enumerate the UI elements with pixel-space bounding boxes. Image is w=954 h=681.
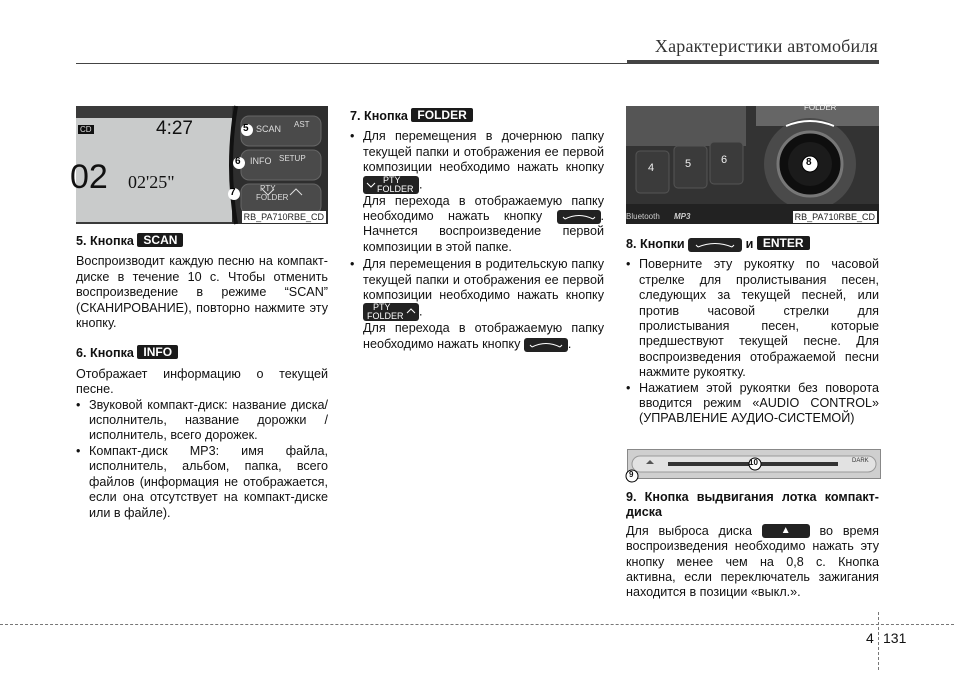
list-item: • Звуковой компакт-диск: название диска/исполнитель, название дорожки /исполнитель, всего дорожек. bbox=[76, 398, 328, 444]
section-9-text-a: Для выброса диска bbox=[626, 523, 752, 538]
folder-key-label: FOLDER bbox=[256, 193, 289, 202]
section-6-title: 6. Кнопка bbox=[76, 346, 134, 361]
dark-label: DARK bbox=[852, 458, 869, 464]
chapter-number: 4 bbox=[866, 630, 874, 646]
bluetooth-label: Bluetooth bbox=[626, 212, 660, 221]
figure-caption: RB_PA710RBE_CD bbox=[794, 212, 875, 222]
callout-9: 9 bbox=[629, 470, 634, 479]
pty-folder-up-button-image bbox=[363, 303, 419, 321]
section-5-heading bbox=[76, 233, 328, 249]
list-item bbox=[350, 129, 604, 193]
section-5-title: 5. Кнопка bbox=[76, 234, 134, 248]
footer-vertical-rule bbox=[878, 612, 879, 670]
figure-knob bbox=[626, 103, 879, 224]
figure-caption: RB_PA710RBE_CD bbox=[243, 212, 324, 222]
enter-button-image bbox=[524, 338, 568, 352]
period: . bbox=[419, 176, 423, 191]
setup-key-label: SETUP bbox=[279, 154, 306, 163]
bullet-text: . Начнется воспроизведение первой композиции в этой папке. bbox=[363, 209, 604, 254]
clock-readout: 4:27 bbox=[156, 118, 193, 139]
section-8-list bbox=[626, 257, 879, 426]
section-8-title: 8. Кнопки bbox=[626, 237, 685, 251]
section-6-text: Отображает информацию о текущей песне. bbox=[76, 366, 328, 397]
figure-cd-display bbox=[70, 106, 328, 224]
section-7-title: 7. Кнопка bbox=[350, 109, 408, 123]
page-header-title: Характеристики автомобиля bbox=[654, 36, 878, 56]
bullet-text: Для перемещения в родительскую папку текущей папки и отображения ее первой композиции необходимо нажать кнопку bbox=[363, 257, 604, 303]
page-number: 131 bbox=[883, 630, 907, 646]
period: . bbox=[419, 304, 423, 319]
callout-7: 7 bbox=[230, 187, 236, 198]
column-3 bbox=[626, 236, 879, 427]
section-9-text-b: во время воспроизведения необходимо нажать эту кнопку менее чем на 0,8 с. Кнопка активна, если переключатель зажигания находится в позиции «выкл.». bbox=[626, 523, 879, 600]
info-key-label: INFO bbox=[250, 156, 272, 166]
bullet-text: Для перехода в отображаемую папку необходимо нажать кнопку bbox=[363, 321, 604, 351]
arc-icon bbox=[557, 210, 601, 224]
folder-text: FOLDER bbox=[367, 311, 404, 322]
bullet-text: Для перемещения в дочернюю папку текущей папки и отображения ее первой композиции необходимо нажать кнопку bbox=[363, 129, 604, 175]
arc-icon bbox=[688, 238, 742, 252]
callout-6: 6 bbox=[235, 156, 241, 167]
enter-badge: ENTER bbox=[757, 236, 810, 250]
section-8-heading bbox=[626, 236, 879, 252]
conjunction: и bbox=[745, 237, 754, 251]
list-item: • Компакт-диск MP3: имя файла, исполнитель, альбом, папка, всего файлов (информация не отображается, если она отсутствует на компакт-диске или в файле). bbox=[76, 444, 328, 521]
arc-icon bbox=[524, 338, 568, 352]
section-6-list bbox=[76, 398, 328, 521]
track-number: 02 bbox=[70, 158, 108, 196]
pty-text: PTY bbox=[373, 302, 391, 313]
section-9-text bbox=[626, 524, 879, 601]
section-7-heading bbox=[350, 108, 604, 124]
callout-10: 10 bbox=[749, 458, 758, 467]
cd-indicator: CD bbox=[80, 125, 92, 134]
pty-folder-down-button-image bbox=[363, 176, 419, 194]
folder-text: FOLDER bbox=[377, 183, 414, 194]
section-5-text: Воспроизводит каждую песню на компакт-диске в течение 10 с. Чтобы отменить воспроизведение в режиме “SCAN” (СКАНИРОВАНИЕ), повторно нажмите эту кнопку. bbox=[76, 254, 328, 331]
column-2 bbox=[350, 108, 604, 352]
callout-5: 5 bbox=[243, 123, 249, 134]
section-7-list bbox=[350, 129, 604, 193]
preset-key-4: 4 bbox=[648, 162, 655, 174]
section-6-heading bbox=[76, 345, 328, 361]
scan-key-label: SCAN bbox=[256, 124, 282, 134]
info-badge: INFO bbox=[137, 345, 178, 359]
callout-8: 8 bbox=[806, 157, 812, 168]
preset-key-6: 6 bbox=[721, 154, 728, 166]
bullet-text: Для перехода в отображаемую папку необходимо нажать кнопку bbox=[363, 193, 604, 224]
mp3-label: MP3 bbox=[674, 212, 691, 221]
section-7-list-2 bbox=[350, 257, 604, 321]
list-item: • Нажатием этой рукоятки без поворота вводится режим «AUDIO CONTROL» (УПРАВЛЕНИЕ АУДИО-СИСТЕМОЙ) bbox=[626, 381, 879, 427]
eject-button-image: ▲ bbox=[762, 524, 810, 538]
chevron-down-icon bbox=[366, 181, 376, 189]
period: . bbox=[567, 336, 572, 351]
footer-dashed-rule bbox=[0, 624, 954, 625]
column-1 bbox=[76, 233, 328, 521]
section-9-heading: 9. Кнопка выдвигания лотка компакт-диска bbox=[626, 490, 879, 520]
ast-key-label: AST bbox=[294, 120, 310, 129]
scan-badge: SCAN bbox=[137, 233, 183, 247]
folder-badge: FOLDER bbox=[411, 108, 472, 122]
elapsed-time: 02'25" bbox=[128, 172, 175, 192]
preset-key-5: 5 bbox=[685, 158, 692, 170]
section-9 bbox=[626, 490, 879, 601]
chevron-up-icon bbox=[406, 307, 416, 315]
figure-cd-tray bbox=[627, 449, 881, 479]
section-7-para-2 bbox=[350, 321, 604, 352]
cd-display-illustration bbox=[76, 106, 328, 224]
knob-button-image bbox=[688, 238, 742, 252]
knob-illustration bbox=[626, 106, 879, 224]
pty-text: PTY bbox=[383, 174, 401, 185]
list-item: • Поверните эту рукоятку по часовой стрелке для пролистывания песен, следующих за текущей песней, или против часовой стрелки для пролистывания песен, которые предшествуют текущей песне. Для воспроизведения отображаемой песни нажмите рукоятку. bbox=[626, 257, 879, 380]
header-rule bbox=[76, 63, 879, 64]
enter-button-image bbox=[557, 210, 601, 224]
folder-label: FOLDER bbox=[804, 103, 837, 112]
section-7-para-1 bbox=[350, 194, 604, 256]
list-item bbox=[350, 257, 604, 321]
pty-key-label: PTY bbox=[260, 184, 276, 193]
